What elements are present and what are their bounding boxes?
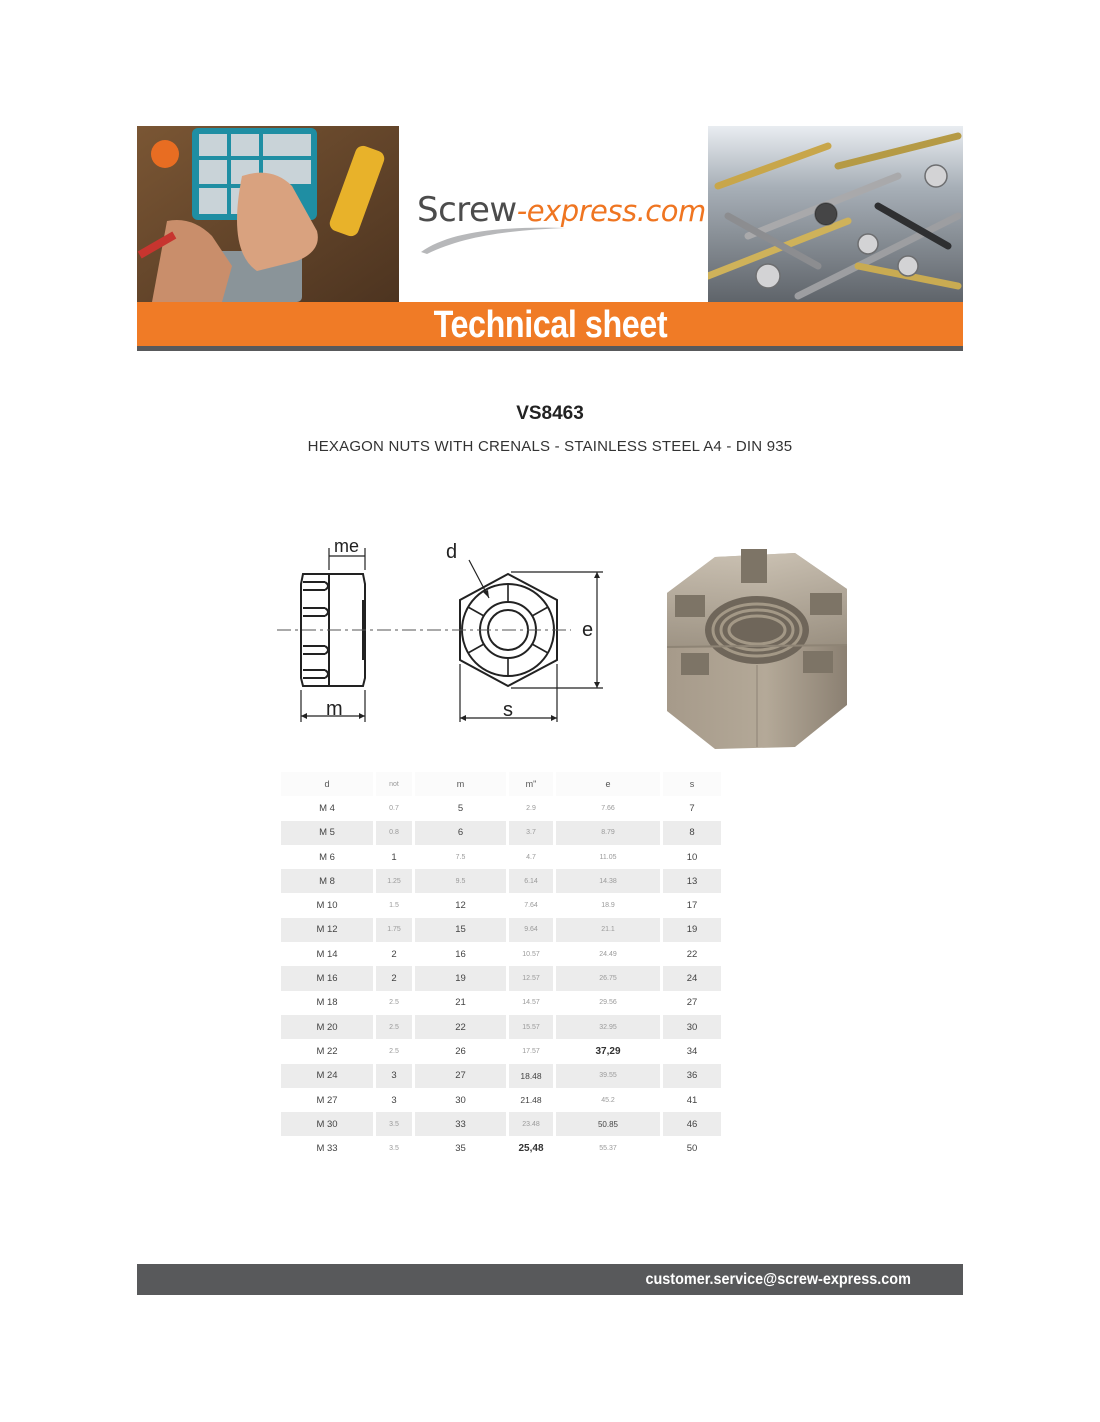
product-reference: VS8463 [516, 403, 584, 424]
table-row [281, 942, 721, 966]
cell-d: M 14 [316, 948, 338, 960]
cell-e: 55.37 [599, 1145, 617, 1153]
cell-m: 12 [455, 900, 466, 912]
cell-m: 21 [455, 997, 466, 1009]
cell-m2: 9.64 [509, 918, 553, 942]
logo-swoosh-icon [419, 222, 569, 256]
cell-pitch: 1.75 [376, 918, 412, 942]
cell-m: 6 [415, 821, 506, 845]
table-row [281, 869, 721, 893]
cell-s: 10 [686, 851, 698, 863]
cell-d: M 27 [316, 1094, 338, 1106]
cell-pitch: 1.25 [376, 869, 412, 893]
cell-pitch: 0.8 [376, 821, 412, 845]
cell-d: M 10 [316, 900, 338, 912]
cell-m: 19 [415, 966, 506, 990]
cell-m2: 14.57 [522, 999, 540, 1007]
table-header-row [281, 772, 721, 796]
cell-pitch: 2 [376, 966, 412, 990]
cell-s: 46 [663, 1112, 721, 1136]
table-row [281, 1015, 721, 1039]
table-row [281, 918, 721, 942]
cell-d: M 22 [316, 1045, 338, 1057]
column-header: d [281, 772, 373, 796]
cell-m2: 18.48 [509, 1064, 553, 1088]
cell-m: 27 [415, 1064, 506, 1088]
table-row [281, 1112, 721, 1136]
column-header: m [415, 772, 506, 796]
cell-s: 7 [689, 802, 695, 814]
cell-m2: 25,48 [518, 1143, 544, 1155]
table-row [281, 1136, 721, 1160]
cell-d: M 33 [316, 1143, 338, 1155]
cell-m: 7.5 [455, 853, 466, 861]
logo-text-express: -express.com [516, 194, 706, 228]
cell-pitch: 2.5 [389, 1047, 399, 1055]
screws-photo [708, 126, 963, 302]
table-row [281, 966, 721, 990]
cell-e: 45.2 [601, 1096, 615, 1104]
cell-s: 22 [686, 948, 698, 960]
cell-s: 34 [686, 1045, 698, 1057]
cell-pitch: 3 [376, 1064, 412, 1088]
cell-e: 24.49 [599, 950, 617, 958]
table-row [281, 821, 721, 845]
cell-e: 39.55 [556, 1064, 660, 1088]
cell-m2: 23.48 [509, 1112, 553, 1136]
logo-text-screw: Screw [417, 190, 517, 230]
label-e: e [582, 619, 594, 641]
cell-e: 21.1 [556, 918, 660, 942]
cell-pitch: 3.5 [389, 1145, 399, 1153]
cell-m: 33 [415, 1112, 506, 1136]
cell-e: 18.9 [601, 902, 615, 910]
cell-d: M 16 [281, 966, 373, 990]
cell-m2: 21.48 [520, 1095, 542, 1105]
cell-pitch: 3.5 [376, 1112, 412, 1136]
cell-m2: 3.7 [509, 821, 553, 845]
header-banner [137, 126, 963, 351]
cell-m: 16 [455, 948, 466, 960]
label-s: s [503, 699, 513, 721]
cell-d: M 6 [319, 851, 335, 863]
cell-m2: 4.7 [526, 853, 536, 861]
cell-e: 8.79 [556, 821, 660, 845]
cell-m2: 12.57 [509, 966, 553, 990]
table-row [281, 845, 721, 869]
logo [399, 126, 708, 302]
cell-d: M 18 [316, 997, 338, 1009]
table-row [281, 1039, 721, 1063]
column-header: e [556, 772, 660, 796]
cell-pitch: 2.5 [389, 999, 399, 1007]
table-row [281, 893, 721, 917]
technical-sheet-title: Technical sheet [137, 302, 963, 346]
cell-d: M 5 [281, 821, 373, 845]
cell-m: 15 [415, 918, 506, 942]
cell-d: M 20 [281, 1015, 373, 1039]
cell-s: 50 [686, 1143, 698, 1155]
cell-e: 37,29 [595, 1045, 621, 1057]
cell-pitch: 2.5 [376, 1015, 412, 1039]
castle-nut-photo [645, 535, 865, 760]
label-m: m [326, 698, 343, 720]
product-description: HEXAGON NUTS WITH CRENALS - STAINLESS STEEL A4 - DIN 935 [307, 438, 793, 455]
label-d: d [446, 541, 458, 563]
cell-s: 17 [686, 900, 698, 912]
table-row [281, 796, 721, 820]
cell-m2: 15.57 [509, 1015, 553, 1039]
cell-m: 26 [455, 1045, 466, 1057]
cell-m2: 10.57 [522, 950, 540, 958]
cell-pitch: 3 [391, 1094, 397, 1106]
cell-m2: 2.9 [526, 804, 536, 812]
cell-d: M 24 [281, 1064, 373, 1088]
label-me: me [334, 536, 360, 556]
tools-photo [137, 126, 399, 302]
cell-s: 13 [663, 869, 721, 893]
cell-e: 29.56 [599, 999, 617, 1007]
cell-d: M 8 [281, 869, 373, 893]
cell-d: M 4 [319, 802, 335, 814]
cell-s: 30 [663, 1015, 721, 1039]
banner-divider [137, 346, 963, 351]
cell-pitch: 1 [391, 851, 397, 863]
cell-m: 35 [455, 1143, 466, 1155]
cell-pitch: 2 [391, 948, 397, 960]
table-row [281, 1064, 721, 1088]
column-header: s [663, 772, 721, 796]
cell-s: 24 [663, 966, 721, 990]
cell-pitch: 0.7 [389, 804, 399, 812]
footer-bar [137, 1264, 963, 1295]
cell-e: 50.85 [556, 1112, 660, 1136]
cell-d: M 12 [281, 918, 373, 942]
table-row [281, 1088, 721, 1112]
cell-s: 36 [663, 1064, 721, 1088]
cell-pitch: 1.5 [389, 902, 399, 910]
column-header: not [376, 772, 412, 796]
cell-e: 32.95 [556, 1015, 660, 1039]
cell-e: 7.66 [601, 804, 615, 812]
cell-e: 11.05 [599, 853, 617, 861]
cell-s: 19 [663, 918, 721, 942]
cell-d: M 30 [281, 1112, 373, 1136]
cell-e: 14.38 [556, 869, 660, 893]
cell-m2: 6.14 [509, 869, 553, 893]
cell-m2: 7.64 [524, 902, 538, 910]
dimensions-table [278, 772, 724, 1161]
cell-s: 27 [686, 997, 698, 1009]
table-row [281, 991, 721, 1015]
cell-e: 26.75 [556, 966, 660, 990]
column-header: m" [509, 772, 553, 796]
cell-m: 22 [415, 1015, 506, 1039]
cell-m2: 17.57 [522, 1047, 540, 1055]
cell-m: 9.5 [415, 869, 506, 893]
cell-s: 8 [663, 821, 721, 845]
cell-s: 41 [686, 1094, 698, 1106]
technical-drawing [275, 530, 615, 730]
contact-email: customer.service@screw-express.com [645, 1271, 911, 1288]
cell-m: 5 [457, 802, 464, 814]
cell-m: 30 [455, 1094, 466, 1106]
